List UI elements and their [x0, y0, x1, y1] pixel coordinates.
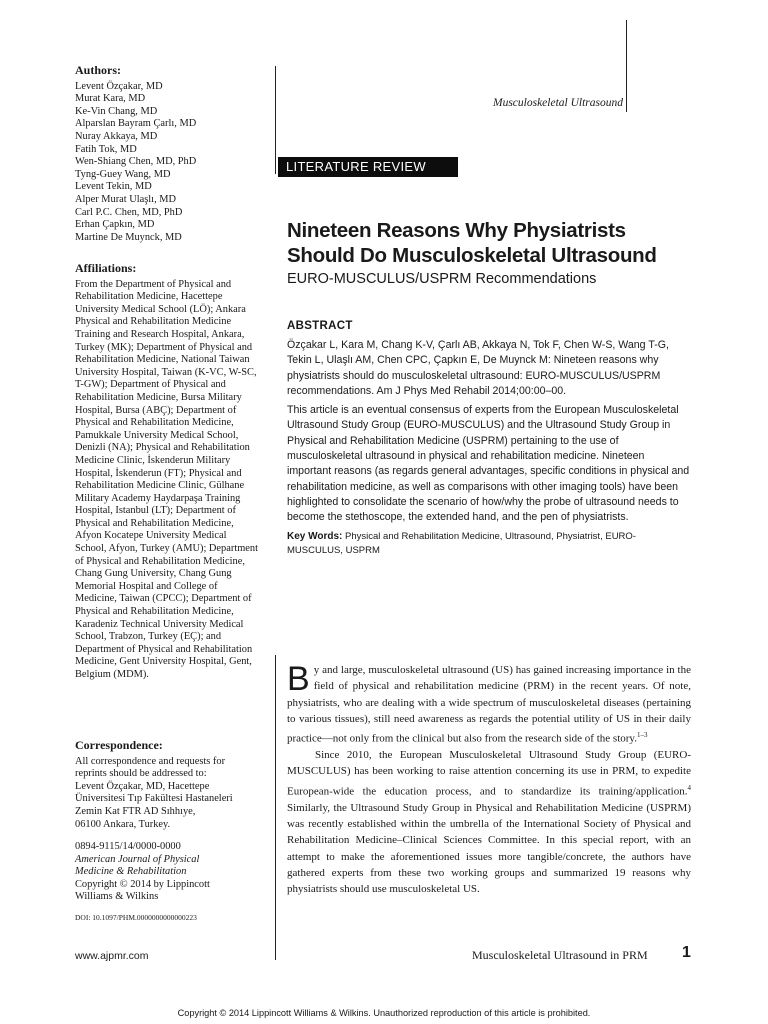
title-line: Should Do Musculoskeletal Ultrasound	[287, 244, 657, 267]
citation-ref: 4	[687, 783, 691, 792]
running-header: Musculoskeletal Ultrasound	[493, 97, 623, 109]
page-number: 1	[682, 944, 691, 961]
article-header	[287, 218, 691, 287]
article-subtitle: EURO-MUSCULUS/USPRM Recommendations	[287, 271, 597, 287]
article-title	[287, 218, 691, 268]
author-name: Carl P.C. Chen, MD, PhD	[75, 206, 183, 218]
affiliations-section	[75, 262, 260, 682]
correspondence-section	[75, 739, 260, 831]
author-name: Fatih Tok, MD	[75, 143, 137, 155]
correspondence-line: Üniversitesi Tıp Fakültesi Hastaneleri	[75, 793, 233, 805]
publication-info	[75, 841, 260, 925]
column-rule-top	[275, 66, 276, 174]
keywords-list: Physical and Rehabilitation Medicine, Ultrasound, Physiatrist, EURO-MUSCULUS, USPRM	[287, 530, 636, 556]
running-footer: Musculoskeletal Ultrasound in PRM	[472, 948, 648, 962]
paragraph-1: By and large, musculoskeletal ultrasound (US) has gained increasing importance in the field of physical and rehabilitation medicine (PRM) in the recent years. Of note, physiatrists, who are dealing with a wide spectrum of musculoskeletal diseases (pertaining to various tissues), still need awareness as regards the potential utility of US in their daily practice—not only from the clinical but also from the research side of the story.$^{1-3}$	[287, 660, 691, 745]
copyright-line: Williams & Wilkins	[75, 891, 159, 903]
drop-cap: B	[287, 660, 310, 698]
paragraph-2: Since 2010, the European Musculoskeletal Ultrasound Study Group (EURO-MUSCULUS) has been working to raise attention concerning its use in PRM, to expedite European-wide the education process, and to standardize its training/application.$^4$ Similarly, the Ultrasound Study Group in Physical and Rehabilitation Medicine (USPRM) was recently established within the umbrella of the International Society of Physical and Rehabilitation Medicine–Clinical Sciences Committee. In this special report, with an attempt to make the aforementioned issues more tangible/concrete, the authors have gathered experts from these two working groups and summarized 19 reasons why physiatrists should use musculoskeletal US.	[287, 749, 691, 896]
author-name: Murat Kara, MD	[75, 93, 146, 105]
title-line: Nineteen Reasons Why Physiatrists	[287, 219, 626, 242]
correspondence-line: 06100 Ankara, Turkey.	[75, 818, 171, 830]
author-name: Levent Tekin, MD	[75, 181, 152, 193]
correspondence-heading: Correspondence:	[75, 738, 163, 752]
author-name: Erhan Çapkın, MD	[75, 219, 155, 231]
copyright-line: Copyright © 2014 by Lippincott	[75, 878, 210, 890]
citation: Özçakar L, Kara M, Chang K-V, Çarlı AB, Akkaya N, Tok F, Chen W-S, Wang T-G, Tekin L, Ulaşlı AM, Chen CPC, Çapkın E, De Muynck M: Nineteen reasons why physiatrists should do musculoskeletal ultrasound: EURO-MUSCULUS/USPRM recommendations. Am J Phys Med Rehabil 2014;00:00–00.	[287, 339, 669, 397]
author-name: Martine De Muynck, MD	[75, 231, 182, 243]
keywords-label: Key Words:	[287, 530, 343, 542]
keywords	[287, 530, 691, 558]
author-name: Nuray Akkaya, MD	[75, 130, 158, 142]
abstract-heading: ABSTRACT	[287, 320, 353, 332]
authors-section	[75, 64, 260, 244]
issn: 0894-9115/14/0000-0000	[75, 841, 181, 852]
header-rule	[626, 20, 627, 112]
abstract-section	[287, 320, 691, 558]
journal-name-line: Medicine & Rehabilitation	[75, 866, 187, 878]
author-name: Alper Murat Ulaşlı, MD	[75, 193, 177, 205]
website-link[interactable]: www.ajpmr.com	[75, 950, 149, 962]
author-name: Alparslan Bayram Çarlı, MD	[75, 118, 197, 130]
section-banner: LITERATURE REVIEW	[278, 157, 458, 177]
column-rule-bottom	[275, 655, 276, 960]
authors-heading: Authors:	[75, 63, 122, 77]
copyright-notice: Copyright © 2014 Lippincott Williams & Wilkins. Unauthorized reproduction of this article is prohibited.	[177, 1008, 591, 1018]
correspondence-line: reprints should be addressed to:	[75, 768, 207, 780]
correspondence-line: All correspondence and requests for	[75, 755, 226, 767]
author-name: Levent Özçakar, MD	[75, 80, 163, 92]
citation-ref: 1–3	[636, 731, 648, 740]
correspondence-line: Zemin Kat FTR AD Sıhhıye,	[75, 805, 196, 817]
author-name: Wen-Shiang Chen, MD, PhD	[75, 156, 197, 168]
abstract-body: This article is an eventual consensus of experts from the European Musculoskeletal Ultrasound Study Group (EURO-MUSCULUS) and the Ultrasound Study Group in Physical and Rehabilitation Medicine (USPRM) pertaining to the use of musculoskeletal ultrasound in physical and rehabilitation medicine. Nineteen important reasons (as regards general advantages, specific conditions in physical and rehabilitation medicine, as well as comparisons with other imaging tools) have been highlighted to consolidate the scenario of how/why the probe of ultrasound needs to become the stethoscope, the extended hand, and the pen of physiatrists.	[287, 404, 690, 524]
article-body	[287, 662, 691, 897]
affiliations-text: From the Department of Physical and Rehabilitation Medicine, Hacettepe University Medical School (LÖ); Ankara Physical and Rehabilitation Medicine Training and Research Hospital, Ankara, Turkey (MK); Department of Physical and Rehabilitation Medicine, National Taiwan University Hospital, Taiwan (K-VC, W-SC, T-GW); Department of Physical and Rehabilitation Medicine, Bursa Military Hospital, Bursa (ABÇ); Department of Physical and Rehabilitation Medicine, Pamukkale University Medical School, Denizli (NA); Physical and Rehabilitation Medicine Clinic, İskenderun Military Hospital, İskenderun (FT); Physical and Rehabilitation Medicine Clinic, Gülhane Military Academy Haydarpaşa Training Hospital, Istanbul (LT); Department of Physical and Rehabilitation Medicine, Afyon Kocatepe University Medical School, Afyon, Turkey (AMU); Department of Physical and Rehabilitation Medicine, Chang Gung University, Chang Gung Memorial Hospital and College of Medicine, Taiwan (CPCC); Department of Physical and Rehabilitation Medicine, Karadeniz Technical University Medical School, Trabzon, Turkey (EÇ); and Department of Physical and Rehabilitation Medicine, Gent University Hospital, Gent, Belgium (MDM).	[75, 278, 258, 680]
author-list	[75, 81, 260, 245]
affiliations-heading: Affiliations:	[75, 261, 137, 275]
journal-name-line: American Journal of Physical	[75, 853, 200, 865]
author-name: Tyng-Guey Wang, MD	[75, 168, 171, 180]
doi: DOI: 10.1097/PHM.0000000000000223	[75, 912, 197, 922]
author-name: Ke-Vin Chang, MD	[75, 105, 158, 117]
correspondence-line: Levent Özçakar, MD, Hacettepe	[75, 780, 210, 792]
